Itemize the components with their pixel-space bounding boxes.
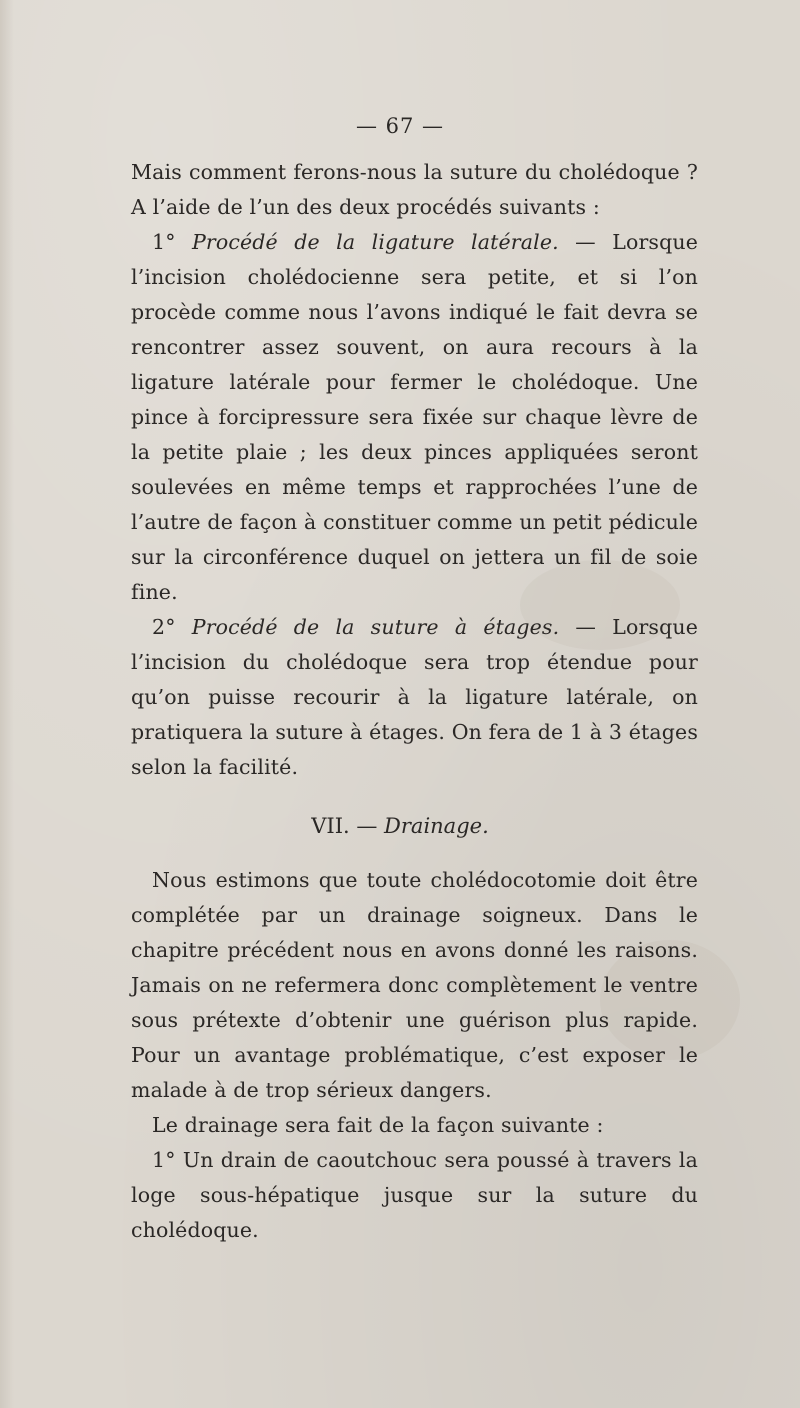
paragraph-text: Nous estimons que toute cholédocotomie doit être complétée par un drainage soigneux. Dans le chapitre précédent nous en avons donné les raisons. Jamais on ne refermera donc complètement le ventre sous prétexte d’obtenir une guérison plus rapide. Pour un avantage problématique, c’est exposer le malade à de trop sérieux dangers. [131,868,698,1102]
text-block-top [131,155,698,785]
section-number: VII. — [311,814,385,838]
paragraph-italic: Procédé de la ligature latérale. [191,230,559,254]
paragraph [131,1108,698,1143]
text-block-bottom [131,863,698,1248]
page-number: — 67 — [355,114,445,138]
paragraph [131,610,698,785]
paragraph [131,155,698,225]
paragraph-lead: 1° [152,230,192,254]
paragraph-lead: 1° [152,1148,183,1172]
paragraph [131,225,698,610]
section-heading [0,814,800,838]
paragraph-lead: 2° [152,615,192,639]
paragraph [131,863,698,1108]
paragraph-text: Le drainage sera fait de la façon suivante : [152,1113,604,1137]
paragraph-text: Un drain de caoutchouc sera poussé à travers la loge sous-hépatique jusque sur la suture du cholédoque. [131,1148,698,1242]
paragraph-italic: Procédé de la suture à étages. [191,615,560,639]
paragraph-text: — Lorsque l’incision cholédocienne sera petite, et si l’on procède comme nous l’avons indiqué le fait devra se rencontrer assez souvent, on aura recours à la ligature latérale pour fermer le cholédoque. Une pince à forcipressure sera fixée sur chaque lèvre de la petite plaie ; les deux pinces appliquées seront soulevées en même temps et rapprochées l’une de l’autre de façon à constituer comme un petit pédicule sur la circonférence duquel on jettera un fil de soie fine. [131,230,699,604]
paragraph-text: Mais comment ferons-nous la suture du cholédoque ? A l’aide de l’un des deux procédés suivants : [131,160,698,219]
page-binding-edge [0,0,14,1408]
paragraph-text: — Lorsque l’incision du cholédoque sera trop étendue pour qu’on puisse recourir à la ligature latérale, on pratiquera la suture à étages. On fera de 1 à 3 étages selon la facilité. [131,615,699,779]
section-title: Drainage. [384,814,489,838]
paragraph [131,1143,698,1248]
